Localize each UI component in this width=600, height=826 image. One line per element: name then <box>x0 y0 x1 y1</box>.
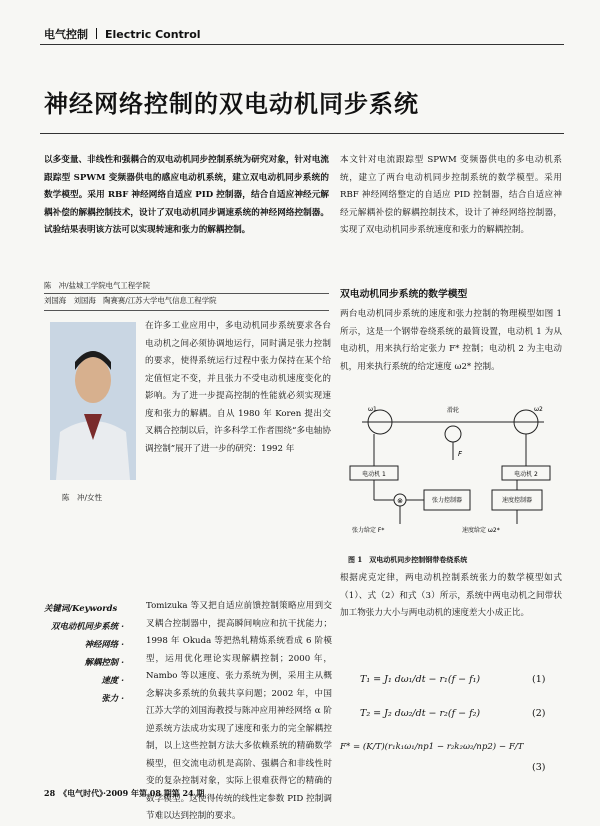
paper-title: 神经网络控制的双电动机同步系统 <box>44 89 419 118</box>
intro-paragraph-continued: Tomizuka 等又把自适应前馈控制策略应用到交叉耦合控制器中，提高瞬间响应和抗干扰能力；1998 年 Okuda 等把热轧精炼系统看成 6 阶模型，运用优化理论实现解耦控制；2000 年，Nambo 等以速度、张力系统为例，采用主从概念解决多系统的负载共享问题；2002 年，中国江苏大学的刘国海教授与陈冲应用神经网络 α 阶逆系统方法成功实现了速度和张力的完全解耦控制，以上这些控制方法大多依赖系统的精确数学模型，但交流电动机是高阶、强耦合和非线性时变的复杂控制对象，实际上很难获得它的精确的数学模型。这使得传统的线性定参数 PID 控制调节难以达到控制的要求。 <box>146 601 332 821</box>
equation-2-number: (2) <box>532 708 546 719</box>
summing-junction-icon: ⊗ <box>397 497 403 505</box>
label-tension-ctrl: 张力控制器 <box>431 497 463 504</box>
photo-caption: 陈 冲/女性 <box>62 493 103 502</box>
section-paragraph: 两台电动机同步系统的速度和张力控制的物理模型如图 1 所示，这是一个钢带卷绕系统的最简设置，电动机 1 为从电动机，用来执行给定张力 F* 控制；电动机 2 为主电动机，用来执行系统的给定速度 ω2* 控制。 <box>340 309 562 372</box>
keyword-item: 神经网络 · <box>84 639 124 649</box>
label-w2: ω2 <box>534 406 543 413</box>
equation-3: F* = (K/T)(r₁k₁ω₁/np1 − r₂k₂ω₂/np2) − F/T <box>340 742 524 752</box>
header-section-cn: 电气控制 <box>44 28 88 41</box>
header-rule <box>40 44 564 45</box>
label-speed-set: 速度给定 ω2* <box>462 527 500 534</box>
equation-2: T₂ = J₂ dω₂/dt − r₂(f − f₂) <box>360 708 481 719</box>
label-roller: 滑轮 <box>446 407 460 414</box>
author-line-1: 陈 冲/盐城工学院电气工程学院 <box>44 281 150 290</box>
running-header <box>44 26 201 42</box>
keywords-title: 关键词/Keywords <box>44 603 118 613</box>
label-w1: ω1 <box>368 406 377 413</box>
section-heading: 双电动机同步系统的数学模型 <box>340 289 468 300</box>
label-F: F <box>458 450 463 458</box>
header-section-en: Electric Control <box>105 28 201 41</box>
intro-paragraph: 在许多工业应用中，多电动机同步系统要求各台电动机之间必须协调地运行，同时满足张力控制的要求，使得系统运行过程中张力保持在某个给定值恒定不变，并且张力不受电动机速度变化的影响。为了进一步提高控制的性能就必须实现速度和张力的解耦。自从 1980 年 Koren 提出交叉耦合控制以后，许多科学工作者围绕“多电轴协调控制”展开了进一步的研究：1992 年 <box>145 321 331 454</box>
label-motor1: 电动机 1 <box>362 471 386 478</box>
equation-3-number: (3) <box>532 762 546 773</box>
label-tension-set: 张力给定 F* <box>352 527 385 534</box>
authors-rule-bottom <box>44 310 329 311</box>
figure-1-diagram <box>342 404 564 552</box>
keyword-item: 双电动机同步系统 · <box>51 621 124 631</box>
authors-rule <box>44 293 329 294</box>
equation-1-number: (1) <box>532 674 546 685</box>
title-rule <box>40 133 564 134</box>
equation-1: T₁ = J₁ dω₁/dt − r₁(f − f₁) <box>360 674 481 685</box>
author-photo <box>50 322 136 480</box>
author-portrait-icon <box>50 322 136 480</box>
page-footer: 28 《电气时代》·2009 年第 08 期第 24 期 <box>44 788 205 798</box>
pulley-icon <box>445 426 461 442</box>
abstract: 以多变量、非线性和强耦合的双电动机同步控制系统为研究对象，针对电流跟踪型 SPWM 变频器供电的感应电动机系统，建立双电动机同步系统的数学模型。采用 RBF 神经网络自适应 PID 控制器，结合自适应神经元解耦补偿的解耦控制技术，设计了双电动机同步调速系统的神经网络控制器。试验结果表明该方法可以实现转速和张力的解耦控制。 <box>44 155 329 235</box>
header-divider <box>96 28 97 39</box>
figure-caption: 图 1 双电动机同步控制钢带卷绕系统 <box>348 555 468 564</box>
author-line-2: 刘国海 刘国海 陶赛赛/江苏大学电气信息工程学院 <box>44 296 217 305</box>
keyword-item: 解耦控制 · <box>84 657 124 667</box>
abstract-right: 本文针对电流跟踪型 SPWM 变频器供电的多电动机系统，建立了两台电动机同步控制系统的数学模型。采用 RBF 神经网络整定的自适应 PID 控制器，结合自适应神经元解耦补偿的解耦控制技术，设计了神经网络控制器，实现了双电动机同步系统速度和张力的解耦控制。 <box>340 155 562 235</box>
label-motor2: 电动机 2 <box>514 471 538 478</box>
keyword-item: 速度 · <box>101 675 124 685</box>
equation-intro-paragraph: 根据虎克定律，两电动机控制系统张力的数学模型如式（1）、式（2）和式（3）所示，系统中两电动机之间带状加工物张力大小与两电动机的速度差大小成正比。 <box>340 573 562 618</box>
label-speed-ctrl: 速度控制器 <box>501 497 533 504</box>
keyword-item: 张力 · <box>101 693 124 703</box>
